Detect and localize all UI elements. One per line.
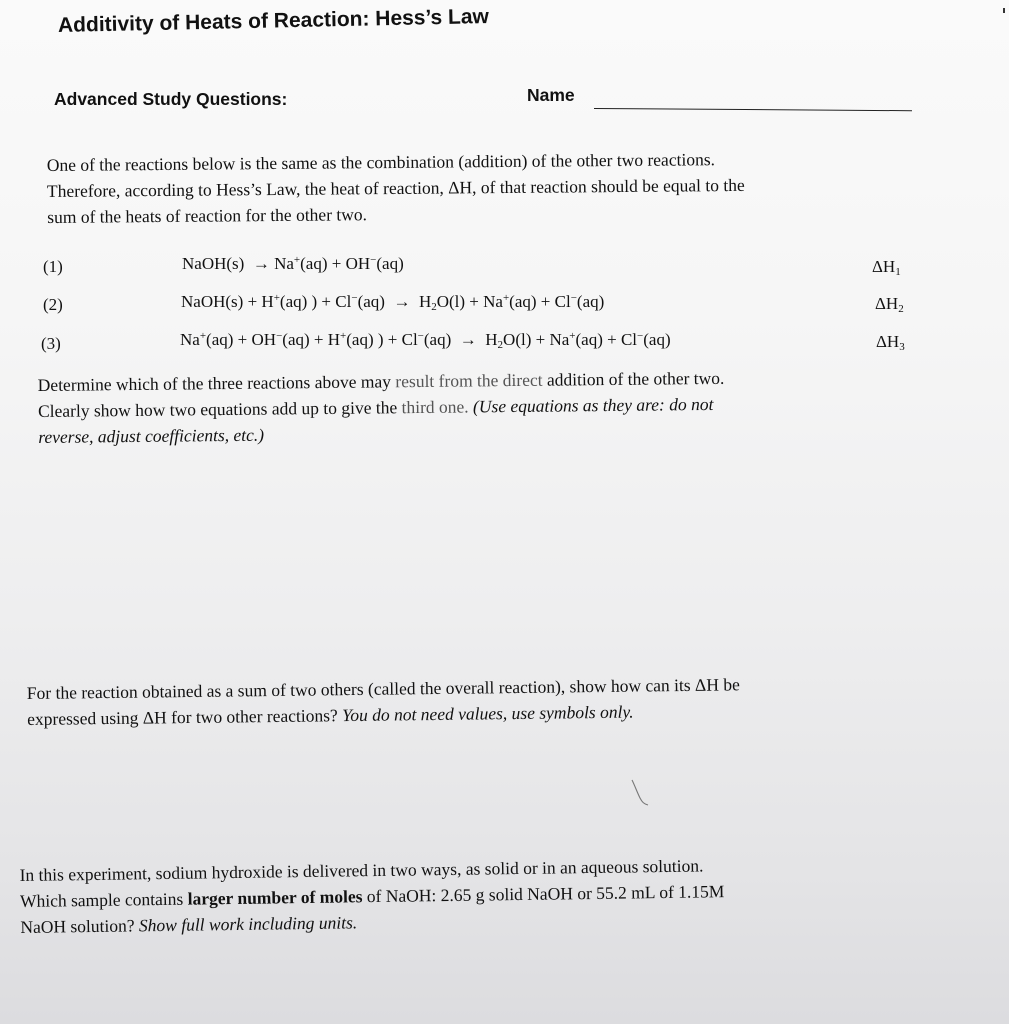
- intro-line: Therefore, according to Hess’s Law, the heat of reaction, ΔH, of that reaction should be equal to the: [46, 174, 745, 201]
- intro-line: One of the reactions below is the same as the combination (addition) of the other two reactions.: [46, 149, 716, 176]
- arrow-icon: →: [459, 330, 477, 349]
- reaction-number: (3): [41, 334, 61, 353]
- question-overall: [27, 671, 741, 732]
- intro-line: sum of the heats of reaction for the other two.: [47, 204, 368, 227]
- question-line: In this experiment, sodium hydroxide is delivered in two ways, as solid or in an aqueous solution.: [19, 855, 704, 886]
- intro-paragraph: [47, 146, 745, 230]
- question-line: expressed using ΔH for two other reactions? You do not need values, use symbols only.: [27, 701, 634, 729]
- delta-h-label: $\Delta H_3$: [876, 332, 905, 353]
- question-line: Which sample contains larger number of moles of NaOH: 2.65 g solid NaOH or 55.2 mL of 1.15M: [19, 881, 725, 911]
- reaction-number: (1): [43, 257, 63, 276]
- paper-speck: [1003, 8, 1005, 13]
- question-experiment: [19, 852, 724, 940]
- arrow-icon: →: [393, 292, 411, 311]
- answer-area-overall[interactable]: [30, 745, 980, 855]
- reaction-equation: NaOH(s) → Na+(aq) + OH−(aq): [182, 254, 404, 273]
- question-line: reverse, adjust coefficients, etc.): [38, 424, 265, 447]
- question-line: Determine which of the three reactions above may result from the direct addition of the other two.: [37, 367, 725, 396]
- question-line: NaOH solution? Show full work including units.: [20, 912, 358, 937]
- document-title: Additivity of Heats of Reaction: Hess’s Law: [57, 4, 490, 37]
- arrow-icon: →: [252, 254, 270, 273]
- section-heading: Advanced Study Questions:: [54, 89, 288, 109]
- name-field-line[interactable]: [594, 108, 912, 111]
- pen-mark-icon: [630, 778, 652, 808]
- reaction-equation: NaOH(s) + H+(aq) ) + $Cl^-(aq) \to H_2O(l) + Na^+(aq) + Cl^-(aq)$: [181, 292, 605, 313]
- reaction-number: (2): [43, 295, 63, 314]
- question-determine: [38, 365, 725, 450]
- question-line: Clearly show how two equations add up to give the third one. (Use equations as they are: do not: [37, 393, 714, 421]
- delta-h-label: $\Delta H_1$: [872, 257, 901, 278]
- name-label: Name: [527, 85, 575, 105]
- delta-h-label: $\Delta H_2$: [875, 294, 904, 315]
- answer-area-determine[interactable]: [30, 460, 980, 670]
- question-line: For the reaction obtained as a sum of two others (called the overall reaction), show how can its ΔH be: [26, 674, 740, 704]
- reaction-equation: Na+(aq) + OH−(aq) + H+(aq) ) + $Cl^-(aq) \to H_2O(l) + Na^+(aq) + Cl^-(aq)$: [180, 330, 671, 351]
